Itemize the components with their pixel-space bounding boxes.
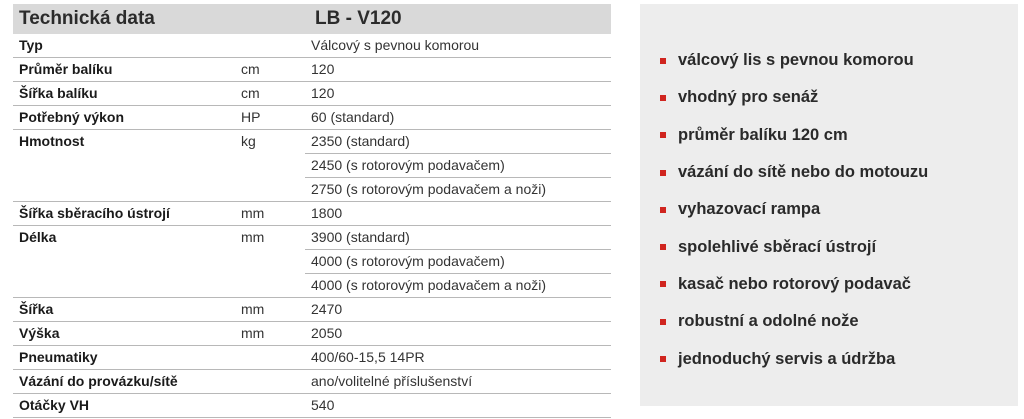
feature-text: vázání do sítě nebo do motouzu (678, 163, 929, 182)
row-label: Průměr balíku (19, 61, 113, 77)
table-row (13, 34, 611, 58)
feature-text: spolehlivé sběrací ústrojí (678, 237, 877, 256)
feature-text: jednoduchý servis a údržba (678, 349, 896, 368)
row-value: 2470 (311, 301, 343, 317)
feature-text: průměr balíku 120 cm (678, 125, 848, 144)
feature-text: vyhazovací rampa (678, 200, 821, 219)
bullet-square-icon (660, 132, 666, 138)
row-values (305, 298, 611, 321)
bullet-square-icon (660, 170, 666, 176)
row-label: Délka (19, 229, 57, 245)
table-row (13, 298, 611, 322)
bullet-square-icon (660, 207, 666, 213)
row-label: Šířka (19, 301, 54, 317)
table-row (13, 202, 611, 226)
spec-table (13, 4, 611, 418)
feature-item (660, 42, 928, 79)
table-row (13, 130, 611, 202)
row-label: Šířka sběracího ústrojí (19, 205, 170, 221)
row-values (305, 34, 611, 57)
feature-item (660, 228, 928, 265)
row-values (305, 82, 611, 105)
feature-text: robustní a odolné nože (678, 312, 859, 331)
row-values (305, 106, 611, 129)
row-values (305, 226, 611, 297)
row-label: Výška (19, 325, 60, 341)
feature-text: vhodný pro senáž (678, 88, 819, 107)
row-value: 2450 (s rotorovým podavačem) (305, 153, 611, 177)
feature-item (660, 117, 928, 154)
bullet-square-icon (660, 319, 666, 325)
bullet-square-icon (660, 95, 666, 101)
row-unit: cm (241, 61, 260, 77)
row-value: 2750 (s rotorovým podavačem a noži) (305, 177, 611, 201)
row-label: Vázání do provázku/sítě (19, 373, 178, 389)
row-value: 120 (311, 61, 335, 77)
table-row (13, 346, 611, 370)
row-values (305, 322, 611, 345)
table-row (13, 82, 611, 106)
features-list (660, 42, 928, 378)
row-values (305, 202, 611, 225)
bullet-square-icon (660, 356, 666, 362)
row-value: 1800 (311, 205, 343, 221)
feature-item (660, 191, 928, 228)
feature-item (660, 79, 928, 116)
row-unit: mm (241, 301, 265, 317)
row-value: 4000 (s rotorovým podavačem a noži) (305, 273, 611, 297)
spec-table-body (13, 34, 611, 418)
features-panel (640, 4, 1018, 406)
row-unit: mm (241, 229, 265, 245)
table-row (13, 58, 611, 82)
feature-item (660, 340, 928, 377)
row-value: ano/volitelné příslušenství (311, 373, 473, 389)
row-value: 2350 (standard) (311, 133, 410, 149)
table-row (13, 394, 611, 418)
row-label: Šířka balíku (19, 85, 98, 101)
spec-table-title: Technická data (19, 8, 155, 29)
feature-item (660, 303, 928, 340)
table-row (13, 106, 611, 130)
row-values (305, 130, 611, 201)
feature-text: kasač nebo rotorový podavač (678, 274, 911, 293)
row-values (305, 370, 611, 393)
row-values (305, 346, 611, 369)
row-values (305, 58, 611, 81)
row-value: 60 (standard) (311, 109, 395, 125)
row-unit: kg (241, 133, 256, 149)
spec-table-model: LB - V120 (315, 8, 402, 29)
row-value: 3900 (standard) (311, 229, 410, 245)
row-label: Hmotnost (19, 133, 85, 149)
row-label: Typ (19, 37, 43, 53)
row-label: Pneumatiky (19, 349, 98, 365)
row-unit: mm (241, 205, 265, 221)
row-value: 400/60-15,5 14PR (311, 349, 425, 365)
row-label: Potřebný výkon (19, 109, 125, 125)
bullet-square-icon (660, 281, 666, 287)
row-value: 4000 (s rotorovým podavačem) (305, 249, 611, 273)
table-row (13, 322, 611, 346)
row-label: Otáčky VH (19, 397, 90, 413)
spec-table-header (13, 4, 611, 34)
bullet-square-icon (660, 58, 666, 64)
row-value: 2050 (311, 325, 343, 341)
feature-item (660, 154, 928, 191)
table-row (13, 370, 611, 394)
table-row (13, 226, 611, 298)
bullet-square-icon (660, 244, 666, 250)
row-value: Válcový s pevnou komorou (311, 37, 480, 53)
feature-text: válcový lis s pevnou komorou (678, 51, 914, 70)
row-value: 540 (311, 397, 335, 413)
row-unit: cm (241, 85, 260, 101)
row-value: 120 (311, 85, 335, 101)
feature-item (660, 266, 928, 303)
row-unit: HP (241, 109, 261, 125)
row-values (305, 394, 611, 417)
row-unit: mm (241, 325, 265, 341)
